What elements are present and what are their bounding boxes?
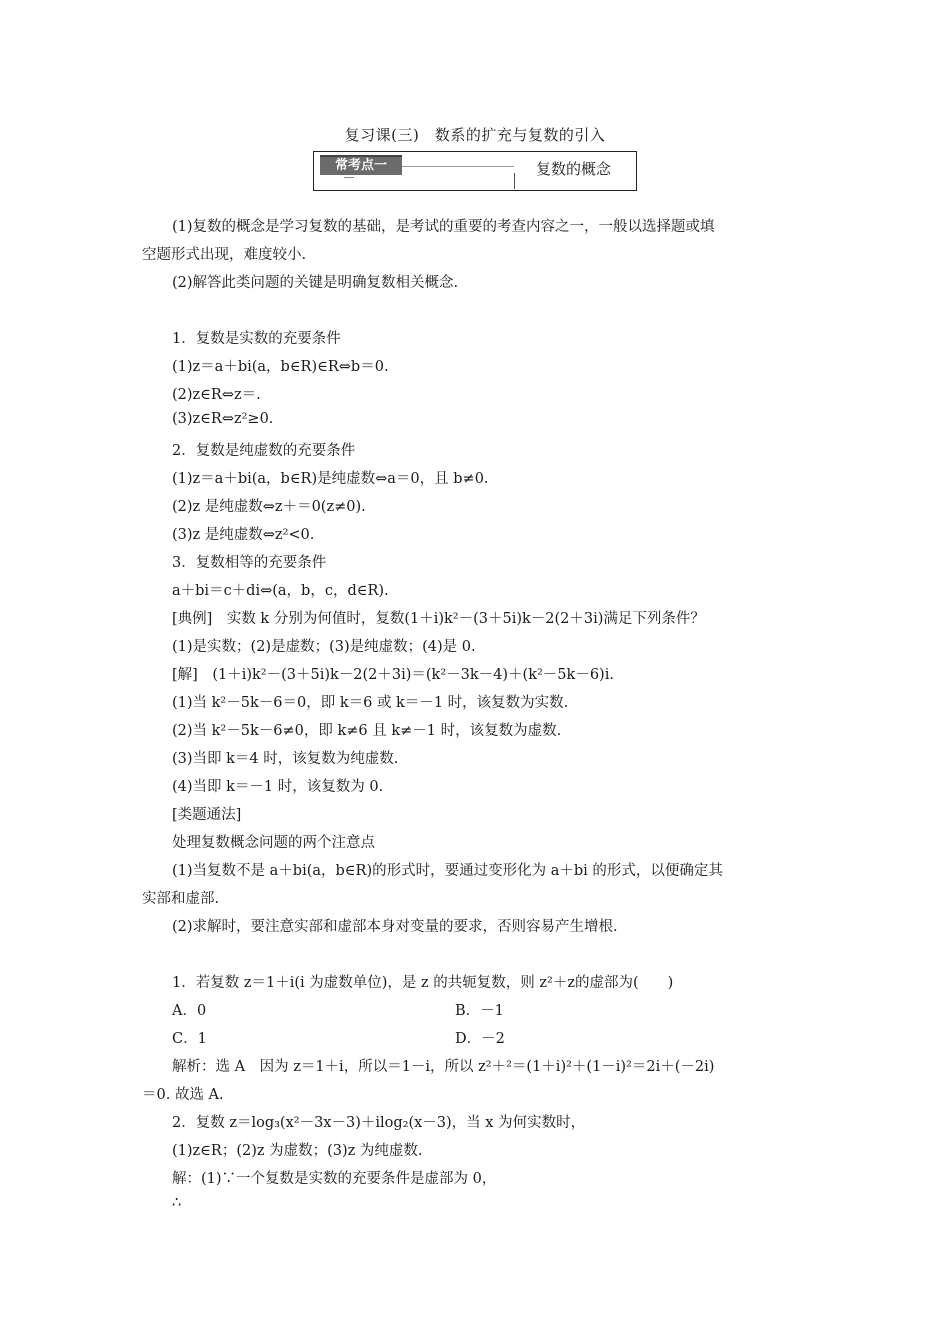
key-point-badge: 常考点一 [320,155,402,175]
section-3-item: a＋bi＝c＋di⇔(a，b，c，d∈R). [172,583,389,599]
badge-tail-decoration [344,173,354,178]
section-2-item-2: (2)z 是纯虚数⇔z＋＝0(z≠0). [172,499,366,515]
section-1-item-2: (2)z∈R⇔z＝. [172,387,261,403]
exercise-1-option-a: A．0 [172,1003,207,1019]
section-2-item-3: (3)z 是纯虚数⇔z²<0. [172,527,315,543]
section-1-item-1: (1)z＝a＋bi(a，b∈R)∈R⇔b＝0. [172,359,389,375]
solution-step-3: (3)当即 k＝4 时，该复数为纯虚数. [172,751,399,767]
exercise-1-option-c: C．1 [172,1031,207,1047]
method-point-1-cont: 实部和虚部. [142,891,220,907]
key-point-title: 复数的概念 [536,160,612,178]
section-2-heading: 2．复数是纯虚数的充要条件 [172,443,356,459]
exercise-1-option-b: B．－1 [455,1003,504,1019]
badge-rule [402,166,514,167]
section-3-heading: 3．复数相等的充要条件 [172,555,327,571]
badge-divider [514,173,515,189]
solution-step-4: (4)当即 k＝－1 时，该复数为 0. [172,779,384,795]
exercise-2-parts: (1)z∈R；(2)z 为虚数；(3)z 为纯虚数. [172,1143,423,1159]
method-heading: [类题通法] [172,807,242,823]
exercise-2-therefore: ∴ [172,1195,182,1211]
example-question: [典例] 实数 k 分别为何值时，复数(1＋i)k²－(3＋5i)k－2(2＋3i)满足下列条件？ [172,611,705,627]
section-1-item-3: (3)z∈R⇔z²≥0. [172,411,274,427]
intro-paragraph-1: (1)复数的概念是学习复数的基础，是考试的重要的考查内容之一，一般以选择题或填 [172,219,715,235]
intro-paragraph-2: (2)解答此类问题的关键是明确复数相关概念. [172,275,459,291]
page-title: 复习课(三) 数系的扩充与复数的引入 [344,126,606,144]
example-parts: (1)是实数；(2)是虚数；(3)是纯虚数；(4)是 0. [172,639,476,655]
method-subheading: 处理复数概念问题的两个注意点 [172,835,375,851]
method-point-1: (1)当复数不是 a＋bi(a，b∈R)的形式时，要通过变形化为 a＋bi 的形式，以便确定其 [172,863,723,879]
section-2-item-1: (1)z＝a＋bi(a，b∈R)是纯虚数⇔a＝0，且 b≠0. [172,471,489,487]
section-1-heading: 1．复数是实数的充要条件 [172,331,341,347]
exercise-2-question: 2．复数 z＝log₃(x²－3x－3)＋ilog₂(x－3)，当 x 为何实数时， [172,1115,586,1131]
solution-step-2: (2)当 k²－5k－6≠0，即 k≠6 且 k≠－1 时，该复数为虚数. [172,723,562,739]
exercise-1-question: 1．若复数 z＝1＋i(i 为虚数单位)，是 z 的共轭复数，则 z²＋z的虚部为( ) [172,975,674,991]
exercise-1-analysis-cont: ＝0. 故选 A. [142,1087,224,1103]
exercise-1-option-d: D．－2 [455,1031,505,1047]
method-point-2: (2)求解时，要注意实部和虚部本身对变量的要求，否则容易产生增根. [172,919,618,935]
intro-paragraph-1-cont: 空题形式出现，难度较小. [142,247,307,263]
solution-intro: [解] (1＋i)k²－(3＋5i)k－2(2＋3i)＝(k²－3k－4)＋(k²－5k－6)i. [172,667,614,683]
solution-step-1: (1)当 k²－5k－6＝0，即 k＝6 或 k＝－1 时，该复数为实数. [172,695,569,711]
key-point-header [313,151,637,191]
exercise-2-solution: 解：(1)∵一个复数是实数的充要条件是虚部为 0， [172,1171,497,1187]
exercise-1-analysis: 解析：选 A 因为 z＝1＋i，所以＝1－i，所以 z²＋²＝(1＋i)²＋(1－i)²＝2i＋(－2i) [172,1059,715,1075]
